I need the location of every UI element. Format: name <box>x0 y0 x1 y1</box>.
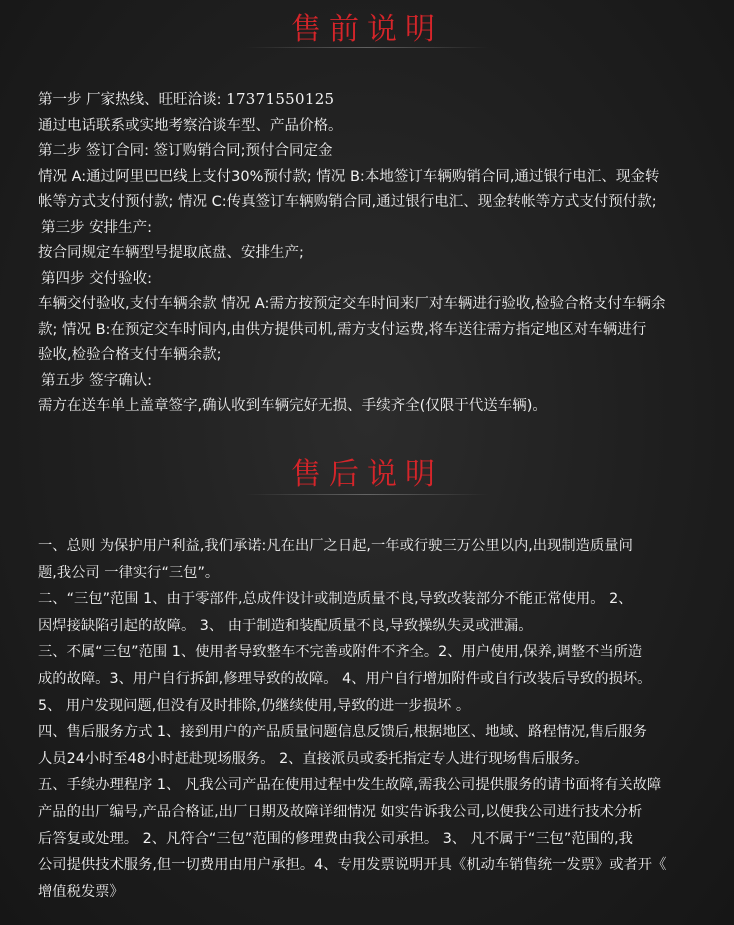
after-sale-title: 售后说明 <box>291 457 443 492</box>
text-line: 5、 用户发现问题,但没有及时排除,仍继续使用,导致的进一步损坏 。 <box>38 697 471 714</box>
text-line: 题,我公司 一律实行“三包”。 <box>38 564 220 581</box>
text-line: 增值税发票》 <box>38 883 124 900</box>
step1-line <box>38 87 718 114</box>
text-line: 产品的出厂编号,产品合格证,出厂日期及故障详细情况 如实告诉我公司,以便我公司进行技术分析 <box>38 803 643 820</box>
text-line: 二、“三包”范围 1、由于零部件,总成件设计或制造质量不良,导致改装部分不能正常使用。 2、 <box>38 591 633 608</box>
text-line: 需方在送车单上盖章签字,确认收到车辆完好无损、手续齐全(仅限于代送车辆)。 <box>38 398 547 414</box>
step1-label: 第一步 厂家热线、旺旺洽谈: <box>38 92 222 108</box>
text-line: 通过电话联系或实地考察洽谈车型、产品价格。 <box>38 117 343 134</box>
step3-line: 第三步 安排生产: <box>41 219 152 236</box>
pre-sale-content <box>38 87 718 420</box>
text-line: 三、不属“三包”范围 1、使用者导致整车不完善或附件不齐全。2、用户使用,保养,调整不当所造 <box>38 644 643 661</box>
after-sale-title-rule <box>245 494 489 495</box>
text-line: 人员24小时至48小时赶赴现场服务。 2、直接派员或委托指定专人进行现场售后服务。 <box>38 750 589 767</box>
text-line: 验收,检验合格支付车辆余款; <box>38 347 222 363</box>
text-line: 公司提供技术服务,但一切费用由用户承担。4、专用发票说明开具《机动车销售统一发票》或者开《 <box>38 857 667 874</box>
step4-line: 第四步 交付验收: <box>41 270 152 287</box>
text-line: 一、总则 为保护用户利益,我们承诺:凡在出厂之日起,一年或行驶三万公里以内,出现制造质量问 <box>38 538 633 554</box>
text-line: 四、售后服务方式 1、接到用户的产品质量问题信息反馈后,根据地区、地域、路程情况,售后服务 <box>38 724 647 741</box>
text-line: 车辆交付验收,支付车辆余款 情况 A:需方按预定交车时间来厂对车辆进行验收,检验合格支付车辆余 <box>38 296 666 312</box>
text-line: 因焊接缺陷引起的故障。 3、 由于制造和装配质量不良,导致操纵失灵或泄漏。 <box>38 617 533 634</box>
text-line: 后答复或处理。 2、凡符合“三包”范围的修理费由我公司承担。 3、 凡不属于“三包”范围的,我 <box>38 830 633 847</box>
pre-sale-title-rule <box>245 47 489 48</box>
after-sale-content <box>38 533 718 905</box>
text-line: 按合同规定车辆型号提取底盘、安排生产; <box>38 245 304 261</box>
text-line: 帐等方式支付预付款; 情况 C:传真签订车辆购销合同,通过银行电汇、现金转帐等方式支付预付款; <box>38 194 657 210</box>
text-line: 情况 A:通过阿里巴巴线上支付30%预付款; 情况 B:本地签订车辆购销合同,通过银行电汇、现金转 <box>38 168 660 185</box>
text-line: 成的故障。3、用户自行拆卸,修理导致的故障。 4、用户自行增加附件或自行改装后导致的损坏。 <box>38 670 652 687</box>
text-line: 款; 情况 B:在预定交车时间内,由供方提供司机,需方支付运费,将车送往需方指定地区对车辆进行 <box>38 321 647 338</box>
pre-sale-title: 售前说明 <box>291 12 443 47</box>
text-line: 五、手续办理程序 1、 凡我公司产品在使用过程中发生故障,需我公司提供服务的请书面将有关故障 <box>38 777 662 794</box>
step2-line: 第二步 签订合同: 签订购销合同;预付合同定金 <box>38 143 333 159</box>
step5-line: 第五步 签字确认: <box>41 372 152 389</box>
hotline-number: 17371550125 <box>226 90 335 108</box>
